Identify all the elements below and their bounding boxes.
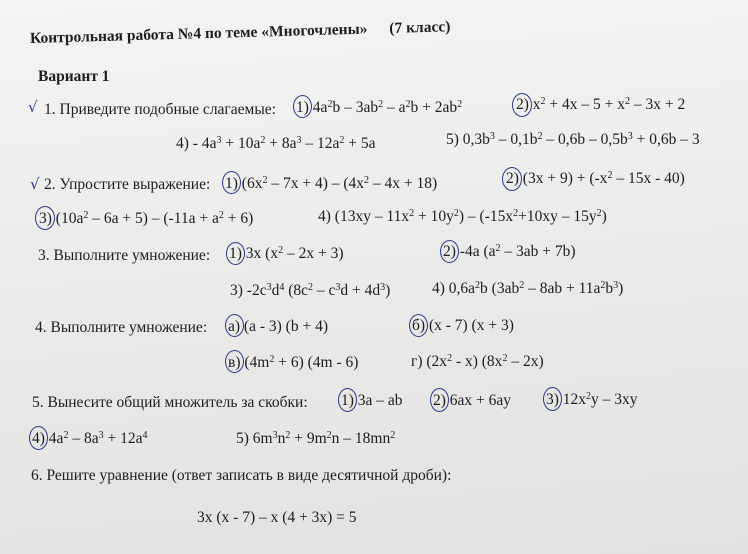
task-2-item-2: 2) $(3x + 9) + (-x^2 - 15x - 40)$ — [506, 170, 685, 187]
task-4-item-a: а) (a - 3) (b + 4) — [228, 318, 328, 335]
item-number: 1) — [225, 175, 238, 192]
item-number: а) — [228, 318, 241, 335]
task-3-item-2: 2) -4a $(a^2 - 3ab + 7b)$ — [443, 243, 576, 260]
task-2-item-3: 3) $(10a^2 - 6a + 5) - (-11a + a^2 + 6)$ — [39, 210, 254, 227]
task-1-item-5: 5) $0,3b^3 - 0,1b^2 - 0,6b - 0,5b^3 + 0,6b - 3$ — [446, 131, 700, 148]
item-number: 1) — [296, 99, 309, 116]
task-2-prompt: 2. Упростите выражение: — [44, 176, 211, 193]
task-4-item-b: б) (x - 7) (x + 3) — [412, 317, 514, 334]
task-2-item-4: 4) $(13xy - 11x^2 + 10y^2) - (-15x^2+10xy - 15y^2)$ — [318, 208, 607, 225]
task-5-item-3: 3) $12x^2y - 3xy$ — [546, 391, 638, 408]
task-3-item-1: 1) 3x $(x^2 - 2x + 3)$ — [229, 245, 344, 262]
check-mark-icon: √ — [28, 98, 38, 116]
item-number: 1) — [341, 392, 354, 409]
task-6-equation: 3x (x - 7) – x (4 + 3x) = 5 — [197, 509, 357, 526]
item-expression: 6ax + 6ay — [449, 392, 512, 409]
task-3-item-3: 3) $-2c^3d^4$ $(8c^2 - c^3d + 4d^3)$ — [230, 282, 391, 299]
task-1-item-4: $4) - 4a^3 + 10a^2 + 8a^3 - 12a^2 + 5a$ — [176, 135, 376, 152]
variant-label: Вариант 1 — [38, 68, 110, 85]
item-number: 2) — [506, 170, 519, 187]
task-3-prompt: 3. Выполните умножение: — [38, 247, 211, 264]
item-number: 1) — [229, 245, 242, 262]
task-5-item-1 — [341, 392, 403, 410]
item-number: 2) — [516, 96, 529, 113]
task-4-item-g: г) $(2x^2 - x)$ $(8x^2 - 2x)$ — [411, 353, 544, 370]
item-number: 3) — [546, 391, 559, 408]
task-1-prompt: 1. Приведите подобные слагаемые: — [44, 101, 276, 118]
task-5-item-2 — [433, 392, 511, 410]
task-2-item-1: 1) $(6x^2 - 7x + 4) - (4x^2 - 4x + 18)$ — [225, 175, 438, 192]
task-5-prompt: 5. Вынесите общий множитель за скобки: — [32, 394, 308, 411]
task-1-item-2: 2) $x^2 + 4x - 5 + x^2 - 3x + 2$ — [516, 96, 686, 113]
task-4-item-v: в) $(4m^2 + 6)$ (4m - 6) — [228, 354, 359, 371]
task-1-item-1: 1) $4a^2b - 3ab^2 - a^2b + 2ab^2$ — [296, 99, 463, 116]
check-mark-icon: √ — [30, 175, 40, 193]
item-number: в) — [228, 354, 241, 371]
worksheet-title — [30, 18, 451, 48]
item-number: 4) — [32, 430, 45, 447]
task-3-item-4: 4) $0,6a^2b$ $(3ab^2 - 8ab + 11a^2b^3)$ — [432, 280, 624, 297]
item-number: 2) — [433, 392, 446, 409]
item-number: 3) — [39, 210, 52, 227]
item-number: 2) — [443, 243, 456, 260]
task-5-item-5: 5) $6m^3n^2 + 9m^2n - 18mn^2$ — [236, 430, 396, 447]
item-expression: 3a – ab — [357, 392, 403, 409]
title-text: Контрольная работа №4 по теме «Многочлены» — [29, 20, 368, 47]
task-6-prompt: 6. Решите уравнение (ответ записать в виде десятичной дроби): — [31, 467, 452, 484]
grade-label: (7 класс) — [389, 18, 451, 37]
task-5-item-4: 4) $4a^2 - 8a^3 + 12a^4$ — [32, 430, 148, 447]
task-4-prompt: 4. Выполните умножение: — [35, 319, 208, 336]
item-number: б) — [412, 317, 426, 334]
